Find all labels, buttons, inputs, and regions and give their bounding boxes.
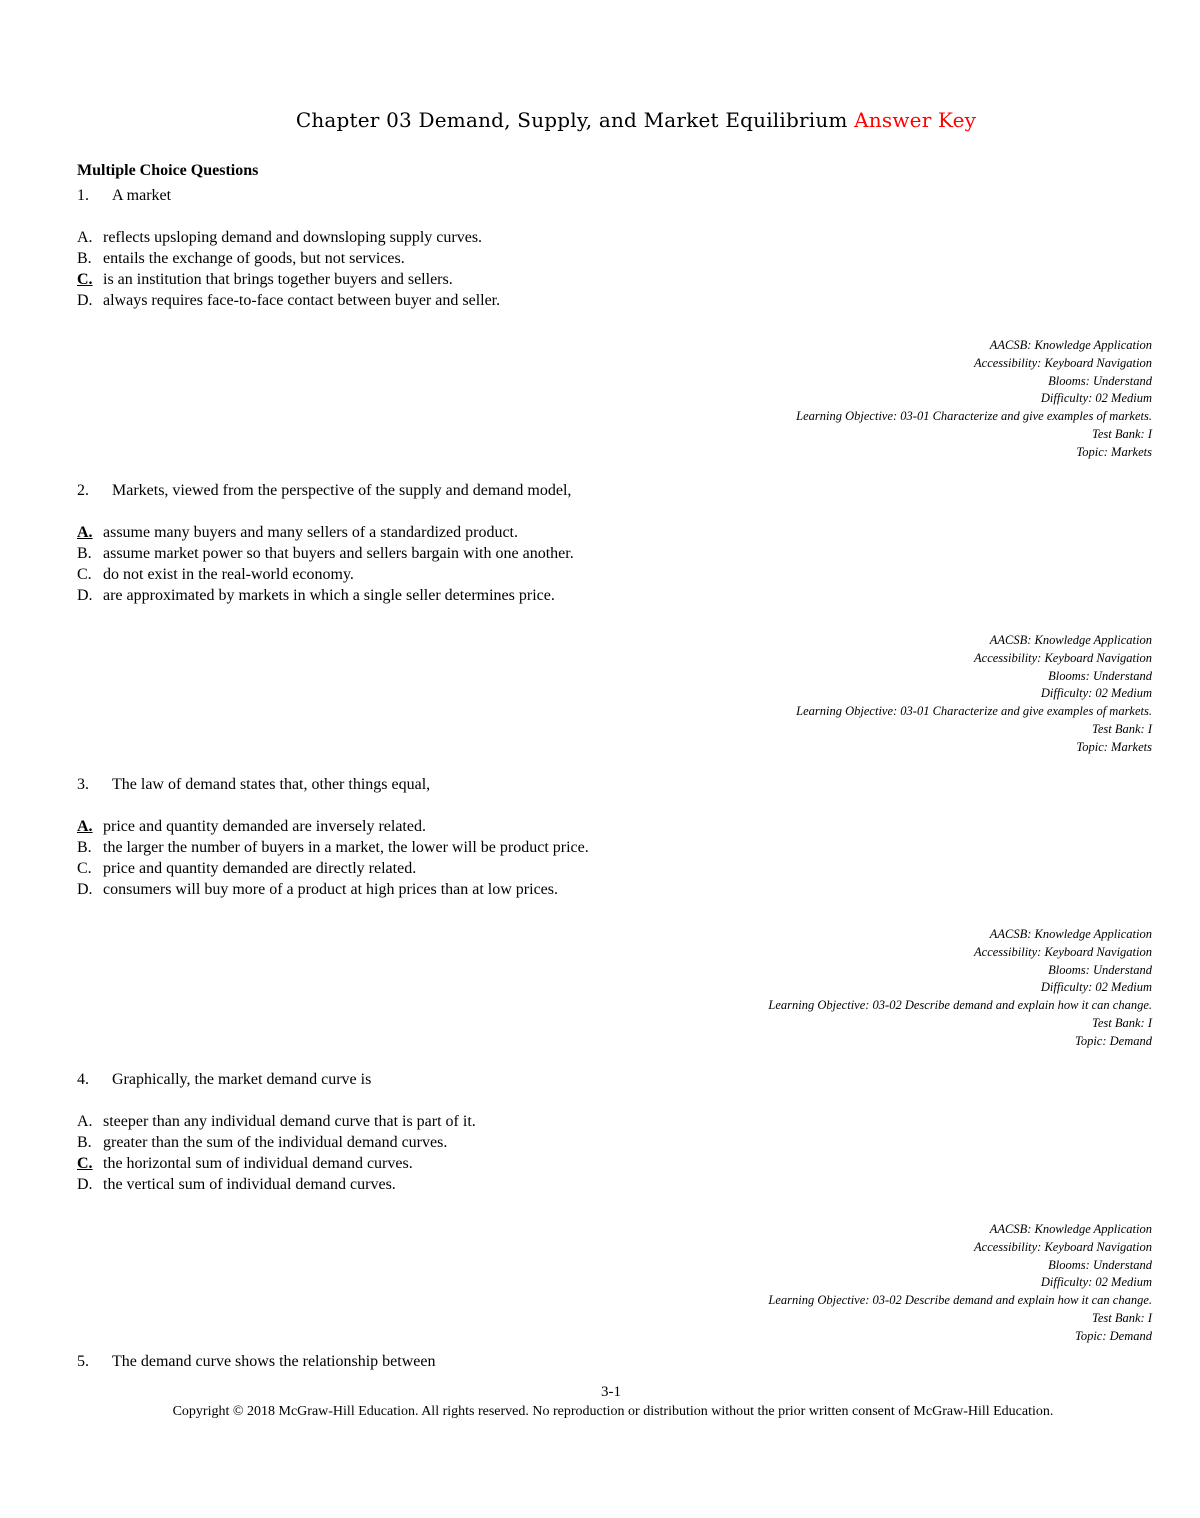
question-text: The demand curve shows the relationship between <box>112 1353 436 1370</box>
question-metadata <box>77 632 1157 757</box>
option-letter: C. <box>77 860 92 877</box>
question-stem <box>77 480 1157 502</box>
answer-option <box>77 227 1157 248</box>
answer-options <box>77 522 1157 606</box>
section-heading: Multiple Choice Questions <box>77 162 259 179</box>
meta-aacsb: AACSB: Knowledge Application <box>989 1222 1152 1236</box>
correct-option-letter: C. <box>77 271 93 288</box>
answer-key-label: Answer Key <box>854 108 977 132</box>
question-stem <box>77 1351 1157 1373</box>
option-letter: D. <box>77 587 93 604</box>
answer-options <box>77 1111 1157 1195</box>
question-3 <box>77 774 1157 1051</box>
correct-answer-option <box>77 269 1157 290</box>
title-main: Chapter 03 Demand, Supply, and Market Equilibrium <box>295 108 848 132</box>
answer-options <box>77 816 1157 900</box>
option-text: the larger the number of buyers in a market, the lower will be product price. <box>103 839 589 856</box>
meta-test-bank: Test Bank: I <box>1092 721 1152 736</box>
option-text: is an institution that brings together buyers and sellers. <box>103 271 453 288</box>
option-letter: B. <box>77 839 92 856</box>
correct-answer-option <box>77 816 1157 837</box>
correct-option-letter: A. <box>77 818 93 835</box>
answer-option <box>77 1132 1157 1153</box>
question-metadata <box>77 926 1157 1051</box>
page-number: 3-1 <box>601 1384 621 1400</box>
correct-answer-option <box>77 522 1157 543</box>
option-letter: D. <box>77 881 93 898</box>
question-number: 3. <box>77 776 89 793</box>
meta-learning-objective: Learning Objective: 03-01 Characterize and give examples of markets. <box>796 704 1152 719</box>
question-number: 5. <box>77 1353 89 1370</box>
option-text: greater than the sum of the individual demand curves. <box>103 1134 448 1151</box>
question-text: Markets, viewed from the perspective of the supply and demand model, <box>112 482 572 499</box>
option-letter: D. <box>77 1176 93 1193</box>
question-stem <box>77 1069 1157 1091</box>
answer-option <box>77 1174 1157 1195</box>
answer-option <box>77 585 1157 606</box>
option-text: are approximated by markets in which a single seller determines price. <box>103 587 555 604</box>
meta-difficulty: Difficulty: 02 Medium <box>1040 686 1152 701</box>
question-metadata <box>77 1221 1157 1346</box>
correct-option-letter: A. <box>77 524 93 541</box>
question-stem <box>77 774 1157 796</box>
question-metadata <box>77 337 1157 462</box>
meta-topic: Topic: Demand <box>1075 1328 1152 1343</box>
option-letter: D. <box>77 292 93 309</box>
meta-blooms: Blooms: Understand <box>1048 668 1152 683</box>
meta-test-bank: Test Bank: I <box>1092 1015 1152 1030</box>
option-text: steeper than any individual demand curve that is part of it. <box>103 1113 476 1130</box>
answer-option <box>77 837 1157 858</box>
meta-difficulty: Difficulty: 02 Medium <box>1040 391 1152 406</box>
meta-learning-objective: Learning Objective: 03-02 Describe demand and explain how it can change. <box>768 998 1152 1013</box>
correct-option-letter: C. <box>77 1155 93 1172</box>
option-letter: B. <box>77 250 92 267</box>
meta-blooms: Blooms: Understand <box>1048 962 1152 977</box>
meta-difficulty: Difficulty: 02 Medium <box>1040 1275 1152 1290</box>
meta-accessibility: Accessibility: Keyboard Navigation <box>974 944 1152 959</box>
question-number: 4. <box>77 1071 89 1088</box>
meta-topic: Topic: Markets <box>1076 444 1152 459</box>
meta-difficulty: Difficulty: 02 Medium <box>1040 980 1152 995</box>
option-text: always requires face-to-face contact between buyer and seller. <box>103 292 501 309</box>
option-letter: C. <box>77 566 92 583</box>
copyright-notice: Copyright © 2018 McGraw-Hill Education. All rights reserved. No reproduction or distribution without the prior written consent of McGraw-Hill Education. <box>172 1404 1054 1419</box>
answer-option <box>77 248 1157 269</box>
meta-blooms: Blooms: Understand <box>1048 373 1152 388</box>
meta-learning-objective: Learning Objective: 03-01 Characterize and give examples of markets. <box>796 409 1152 424</box>
meta-learning-objective: Learning Objective: 03-02 Describe demand and explain how it can change. <box>768 1293 1152 1308</box>
option-text: price and quantity demanded are directly related. <box>103 860 417 877</box>
question-text: Graphically, the market demand curve is <box>112 1071 372 1088</box>
document-title <box>0 108 1200 132</box>
question-5 <box>77 1351 1157 1373</box>
answer-option <box>77 879 1157 900</box>
meta-aacsb: AACSB: Knowledge Application <box>989 633 1152 647</box>
meta-aacsb: AACSB: Knowledge Application <box>989 927 1152 941</box>
option-text: price and quantity demanded are inversely related. <box>103 818 426 835</box>
option-text: the vertical sum of individual demand curves. <box>103 1176 396 1193</box>
option-text: assume many buyers and many sellers of a standardized product. <box>103 524 518 541</box>
meta-blooms: Blooms: Understand <box>1048 1257 1152 1272</box>
option-text: the horizontal sum of individual demand curves. <box>103 1155 413 1172</box>
question-number: 2. <box>77 482 89 499</box>
meta-accessibility: Accessibility: Keyboard Navigation <box>974 355 1152 370</box>
option-letter: B. <box>77 1134 92 1151</box>
answer-options <box>77 227 1157 311</box>
question-1 <box>77 185 1157 462</box>
question-2 <box>77 480 1157 757</box>
answer-option <box>77 290 1157 311</box>
question-stem <box>77 185 1157 207</box>
option-text: do not exist in the real-world economy. <box>103 566 354 583</box>
question-text: The law of demand states that, other things equal, <box>112 776 431 793</box>
correct-answer-option <box>77 1153 1157 1174</box>
meta-topic: Topic: Demand <box>1075 1033 1152 1048</box>
option-letter: A. <box>77 229 93 246</box>
option-text: entails the exchange of goods, but not services. <box>103 250 405 267</box>
option-text: reflects upsloping demand and downsloping supply curves. <box>103 229 483 246</box>
meta-accessibility: Accessibility: Keyboard Navigation <box>974 650 1152 665</box>
option-letter: A. <box>77 1113 93 1130</box>
option-text: consumers will buy more of a product at high prices than at low prices. <box>103 881 558 898</box>
meta-topic: Topic: Markets <box>1076 739 1152 754</box>
option-letter: B. <box>77 545 92 562</box>
question-number: 1. <box>77 187 89 204</box>
answer-option <box>77 564 1157 585</box>
meta-aacsb: AACSB: Knowledge Application <box>989 338 1152 352</box>
meta-test-bank: Test Bank: I <box>1092 1310 1152 1325</box>
question-4 <box>77 1069 1157 1346</box>
answer-option <box>77 1111 1157 1132</box>
answer-option <box>77 858 1157 879</box>
meta-accessibility: Accessibility: Keyboard Navigation <box>974 1239 1152 1254</box>
meta-test-bank: Test Bank: I <box>1092 426 1152 441</box>
question-text: A market <box>112 187 172 204</box>
answer-option <box>77 543 1157 564</box>
option-text: assume market power so that buyers and sellers bargain with one another. <box>103 545 574 562</box>
